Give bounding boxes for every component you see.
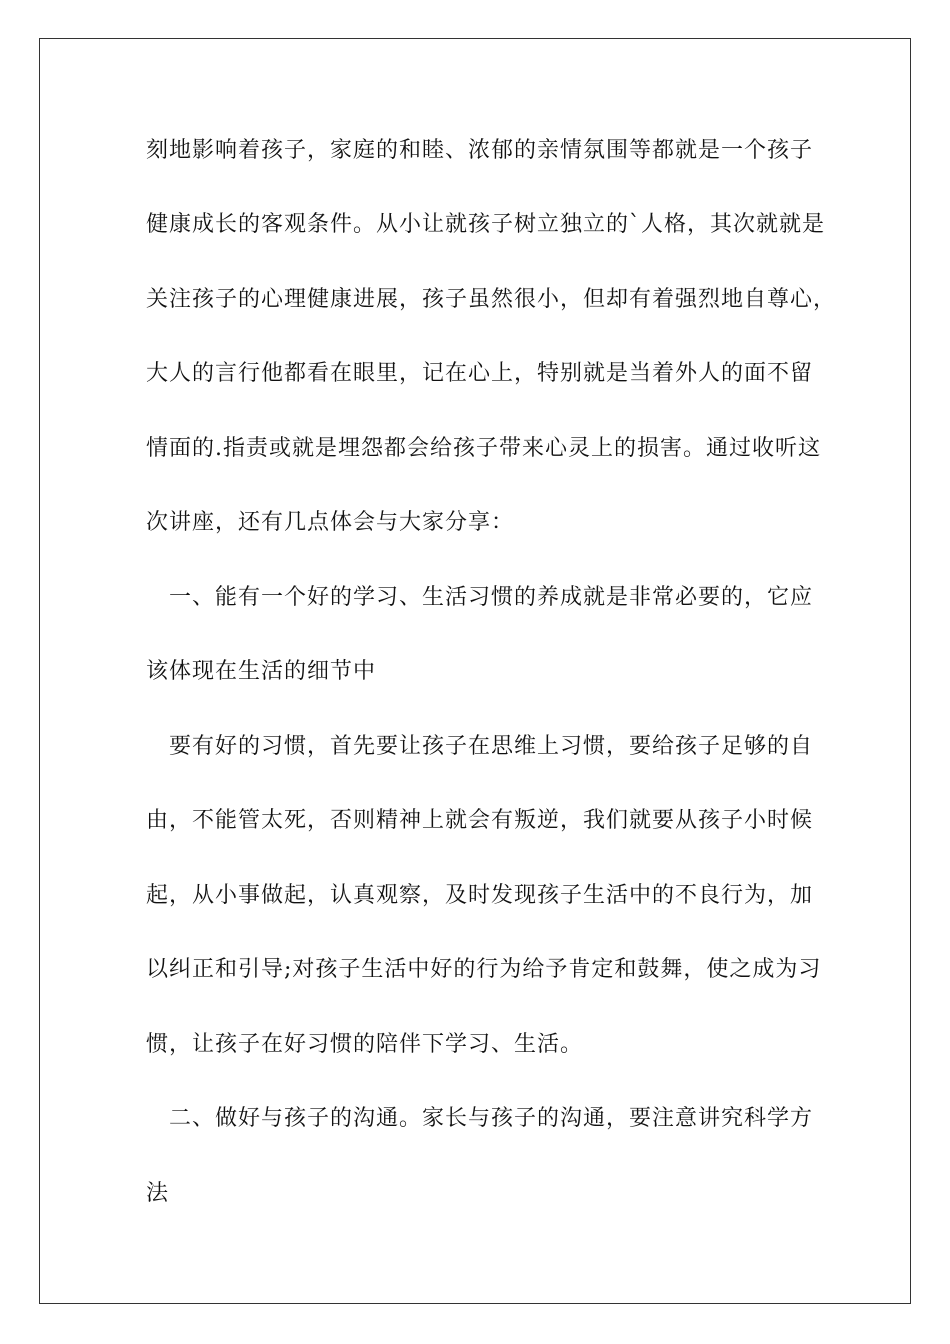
section-heading-2: 二、做好与孩子的沟通。家长与孩子的沟通，要注意讲究科学方 (146, 1106, 814, 1131)
text-line: 健康成长的客观条件。从小让就孩子树立独立的`人格，其次就就是 (146, 212, 826, 237)
section-heading-1: 一、能有一个好的学习、生活习惯的养成就是非常必要的，它应 (146, 585, 814, 610)
text-line: 大人的言行他都看在眼里，记在心上，特别就是当着外人的面不留 (146, 361, 814, 386)
text-line: 惯，让孩子在好习惯的陪伴下学习、生活。 (146, 1032, 584, 1057)
text-line: 法 (146, 1181, 170, 1206)
text-line: 由，不能管太死，否则精神上就会有叛逆，我们就要从孩子小时候 (146, 808, 814, 833)
text-line: 该体现在生活的细节中 (146, 659, 377, 684)
text-line: 以纠正和引导;对孩子生活中好的行为给予肯定和鼓舞，使之成为习 (146, 957, 822, 982)
text-line: 刻地影响着孩子，家庭的和睦、浓郁的亲情氛围等都就是一个孩子 (146, 138, 814, 163)
text-line: 次讲座，还有几点体会与大家分享： (146, 510, 515, 535)
paragraph-start: 要有好的习惯，首先要让孩子在思维上习惯，要给孩子足够的自 (146, 734, 814, 759)
text-line: 情面的.指责或就是埋怨都会给孩子带来心灵上的损害。通过收听这 (146, 436, 821, 461)
text-line: 关注孩子的心理健康进展，孩子虽然很小，但却有着强烈地自尊心， (146, 287, 837, 312)
text-line: 起，从小事做起，认真观察，及时发现孩子生活中的不良行为，加 (146, 883, 814, 908)
